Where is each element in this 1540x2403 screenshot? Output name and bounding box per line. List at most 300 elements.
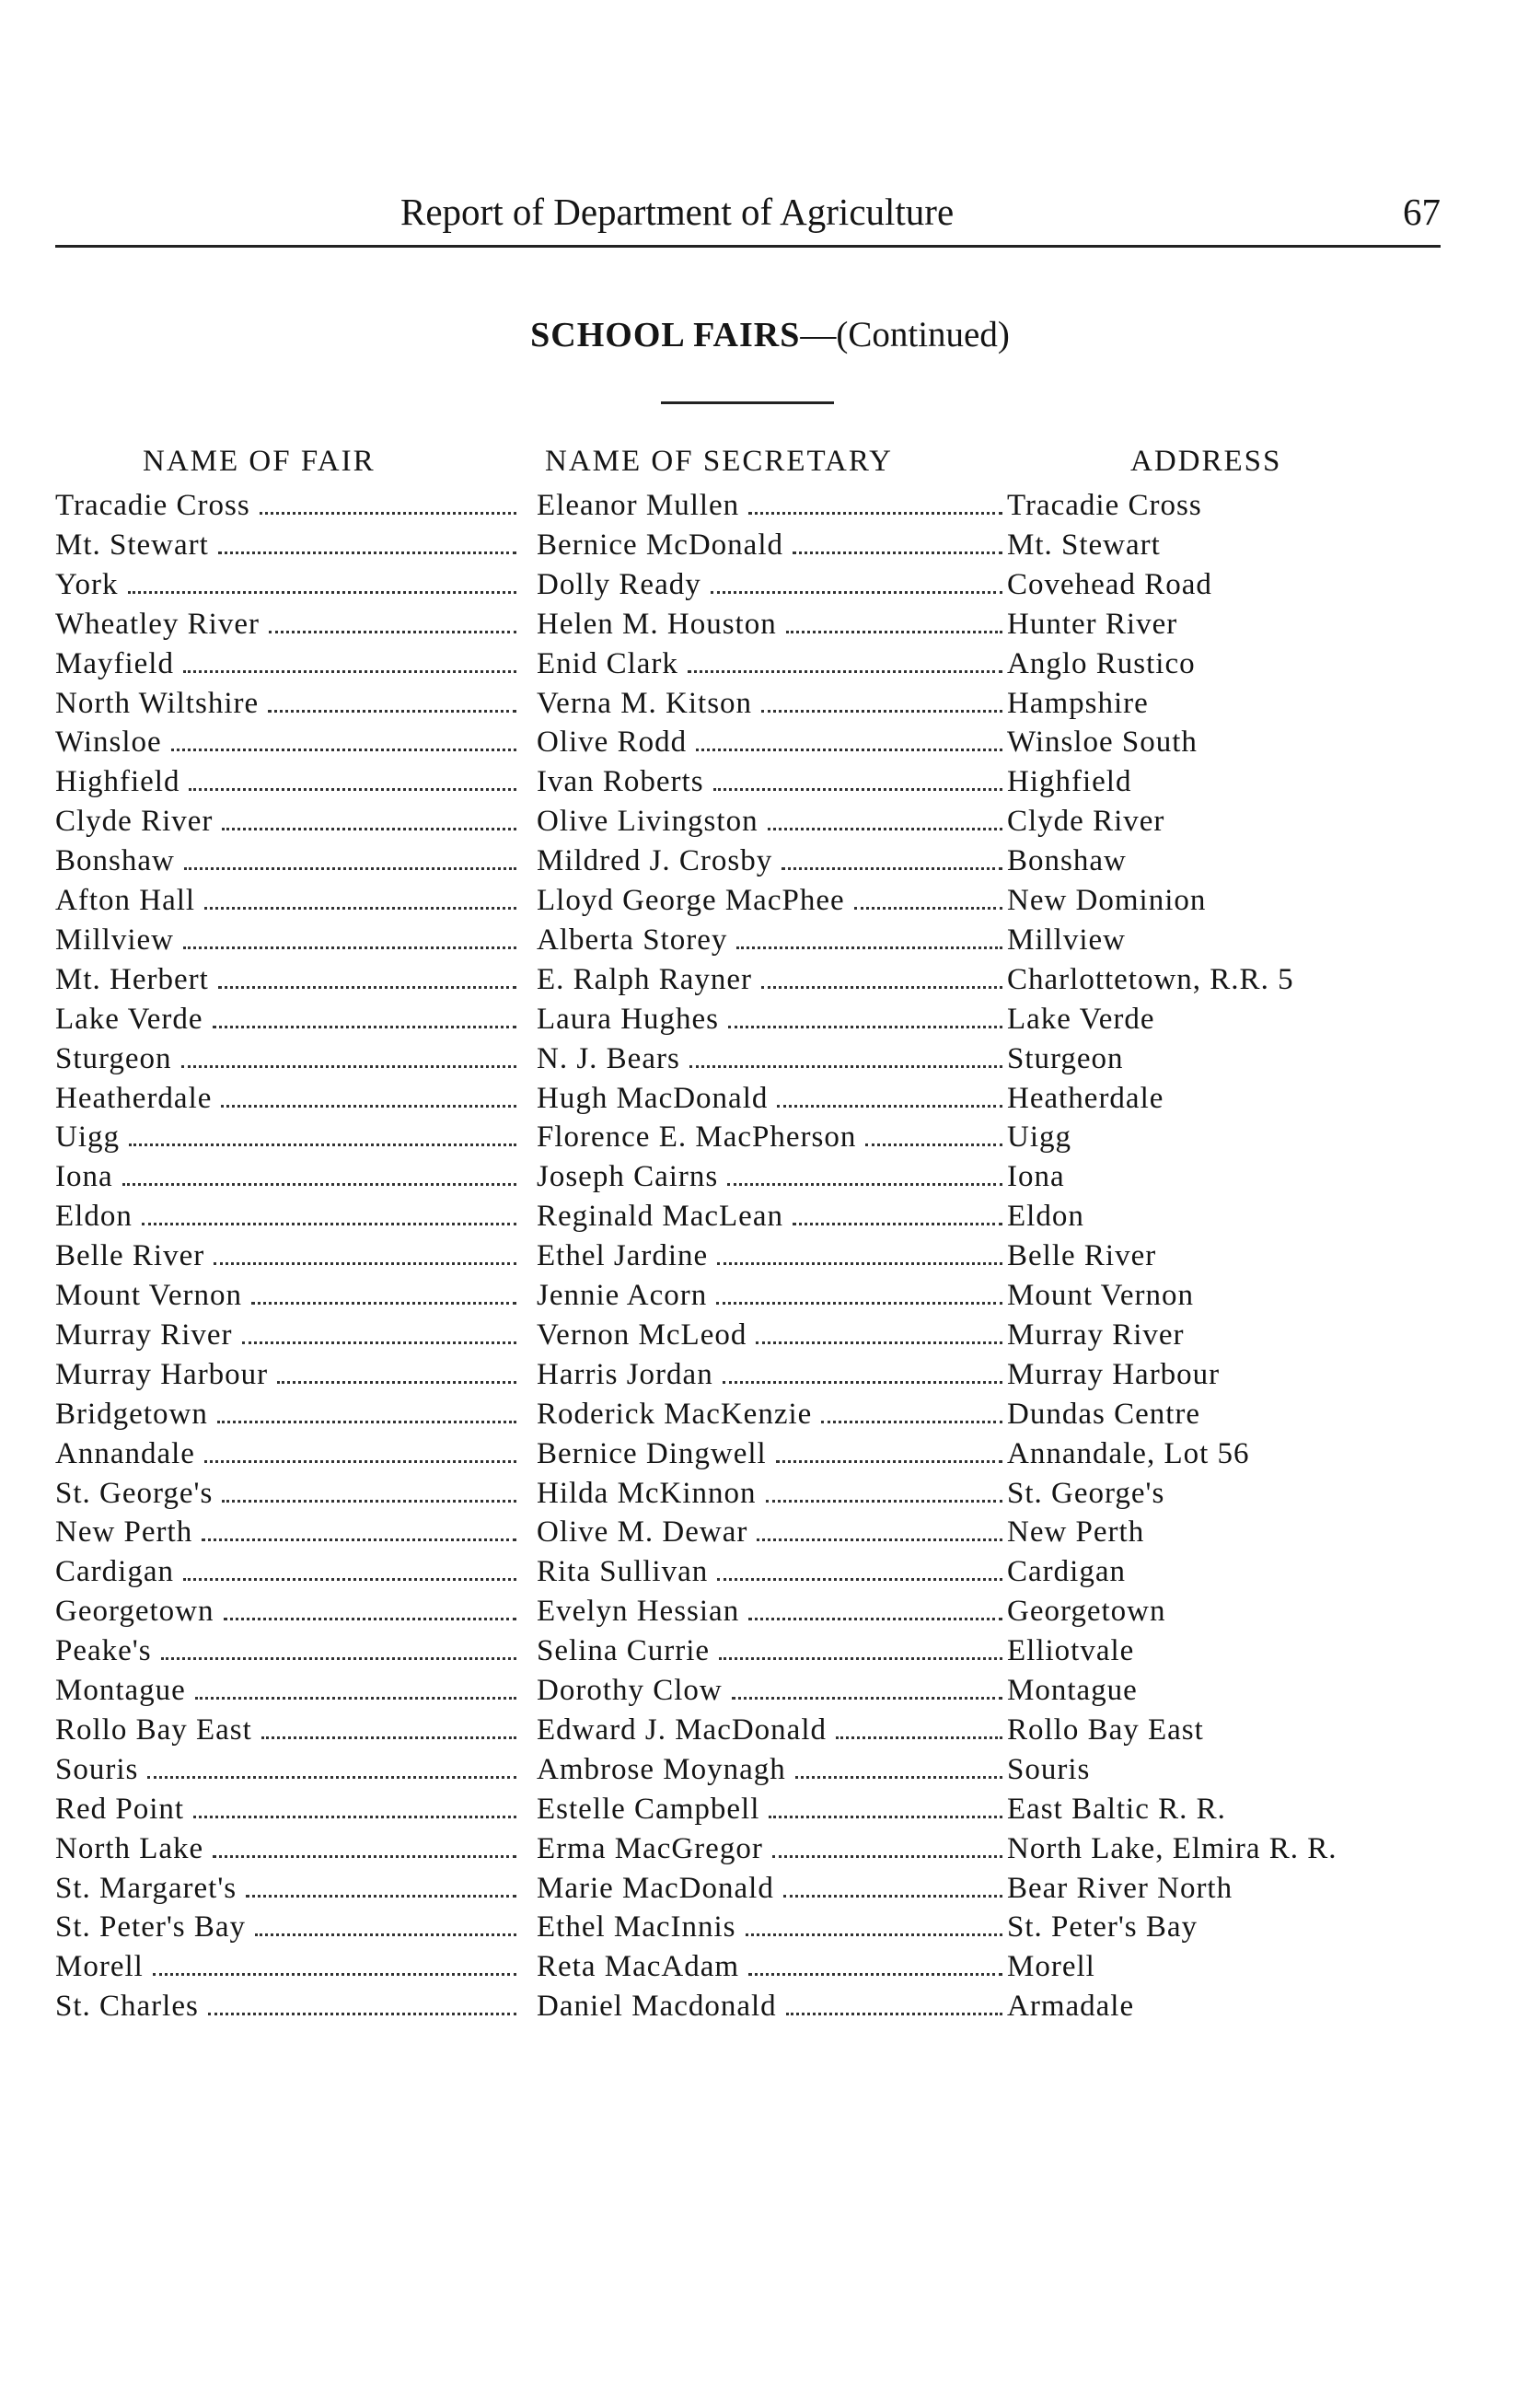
address-text: Armadale	[1007, 1990, 1135, 2024]
secretary-text: Daniel Macdonald	[537, 1990, 777, 2024]
cell-secretary	[537, 605, 1006, 644]
dot-leader	[761, 960, 1002, 989]
cell-secretary	[537, 1987, 1006, 2026]
cell-fair	[55, 1236, 520, 1276]
dot-leader	[717, 1552, 1002, 1581]
address-text: Highfield	[1007, 765, 1132, 799]
fair-text: Mount Vernon	[55, 1279, 242, 1312]
cell-secretary	[537, 1671, 1006, 1711]
cell-address	[1007, 1592, 1486, 1631]
cell-secretary	[537, 1947, 1006, 1987]
running-title: Report of Department of Agriculture	[400, 191, 955, 233]
cell-secretary	[537, 486, 1006, 526]
cell-secretary	[537, 1118, 1006, 1157]
cell-address	[1007, 1631, 1486, 1671]
fair-text: Belle River	[55, 1239, 205, 1273]
address-text: St. Peter's Bay	[1007, 1910, 1198, 1944]
secretary-text: Eleanor Mullen	[537, 489, 740, 522]
cell-address	[1007, 1395, 1486, 1434]
dot-leader	[181, 1039, 516, 1068]
table-row	[0, 1395, 1540, 1434]
cell-address	[1007, 605, 1486, 644]
fair-text: Peake's	[55, 1634, 152, 1668]
cell-secretary	[537, 1474, 1006, 1514]
dot-leader	[183, 644, 516, 673]
cell-fair	[55, 1552, 520, 1592]
table-row	[0, 1947, 1540, 1987]
dot-leader	[277, 1355, 516, 1384]
dot-leader	[795, 1750, 1002, 1779]
cell-secretary	[537, 1157, 1006, 1197]
dot-leader	[184, 842, 516, 870]
cell-fair	[55, 1434, 520, 1474]
secretary-text: Bernice Dingwell	[537, 1436, 767, 1470]
fair-text: Tracadie Cross	[55, 489, 250, 522]
cell-secretary	[537, 1790, 1006, 1829]
secretary-text: Florence E. MacPherson	[537, 1120, 857, 1155]
address-text: Murray River	[1007, 1318, 1185, 1352]
secretary-text: Olive Livingston	[537, 805, 758, 839]
cell-secretary	[537, 960, 1006, 1000]
cell-fair	[55, 1790, 520, 1829]
cell-secretary	[537, 1197, 1006, 1236]
cell-fair	[55, 1474, 520, 1514]
dot-leader	[142, 1197, 516, 1225]
cell-secretary	[537, 1750, 1006, 1790]
cell-secretary	[537, 1000, 1006, 1039]
dot-leader	[193, 1790, 516, 1818]
cell-secretary	[537, 881, 1006, 921]
address-text: Tracadie Cross	[1007, 489, 1202, 522]
cell-address	[1007, 1671, 1486, 1711]
secretary-text: Lloyd George MacPhee	[537, 884, 845, 917]
column-header-secretary: NAME OF SECRETARY	[545, 445, 893, 478]
dot-leader	[732, 1671, 1002, 1700]
dot-leader	[769, 1790, 1002, 1818]
cell-address	[1007, 1987, 1486, 2026]
dot-leader	[757, 1513, 1002, 1541]
cell-secretary	[537, 802, 1006, 842]
table-row	[0, 526, 1540, 565]
dot-leader	[783, 1869, 1002, 1898]
fair-text: Iona	[55, 1160, 113, 1194]
section-title-sub: —(Continued)	[800, 315, 1010, 354]
table-row	[0, 1434, 1540, 1474]
dot-leader	[161, 1631, 516, 1660]
address-text: Covehead Road	[1007, 567, 1212, 601]
table-row	[0, 1000, 1540, 1039]
table-row	[0, 1157, 1540, 1197]
fair-text: Cardigan	[55, 1555, 174, 1589]
cell-address	[1007, 1079, 1486, 1119]
cell-fair	[55, 605, 520, 644]
cell-fair	[55, 1671, 520, 1711]
fair-text: Wheatley River	[55, 607, 260, 641]
cell-address	[1007, 921, 1486, 960]
secretary-text: Evelyn Hessian	[537, 1595, 740, 1629]
cell-secretary	[537, 921, 1006, 960]
address-text: Heatherdale	[1007, 1081, 1164, 1115]
dot-leader	[214, 1236, 516, 1265]
table-row	[0, 1474, 1540, 1514]
cell-fair	[55, 960, 520, 1000]
dot-leader	[821, 1395, 1002, 1423]
table-row	[0, 1829, 1540, 1869]
address-text: Bonshaw	[1007, 844, 1127, 878]
cell-address	[1007, 1236, 1486, 1276]
dot-leader	[218, 526, 516, 554]
cell-address	[1007, 1790, 1486, 1829]
cell-address	[1007, 1039, 1486, 1079]
dot-leader	[171, 723, 516, 751]
secretary-text: Selina Currie	[537, 1634, 711, 1668]
dot-leader	[786, 605, 1002, 633]
fair-text: Georgetown	[55, 1595, 214, 1629]
address-text: Dundas Centre	[1007, 1397, 1201, 1431]
section-rule	[661, 401, 834, 404]
cell-address	[1007, 565, 1486, 605]
address-text: Cardigan	[1007, 1555, 1126, 1589]
dot-leader	[865, 1118, 1002, 1146]
address-text: Hampshire	[1007, 686, 1149, 720]
cell-fair	[55, 1157, 520, 1197]
secretary-text: Dorothy Clow	[537, 1674, 723, 1707]
cell-fair	[55, 881, 520, 921]
secretary-text: Helen M. Houston	[537, 607, 777, 641]
fair-text: Montague	[55, 1674, 186, 1707]
cell-fair	[55, 1750, 520, 1790]
secretary-text: Vernon McLeod	[537, 1318, 747, 1352]
secretary-text: Reginald MacLean	[537, 1200, 783, 1234]
fair-text: Souris	[55, 1752, 139, 1786]
dot-leader	[213, 1000, 516, 1028]
table-row	[0, 1711, 1540, 1750]
cell-address	[1007, 1474, 1486, 1514]
secretary-text: Mildred J. Crosby	[537, 844, 773, 878]
cell-secretary	[537, 1711, 1006, 1750]
cell-address	[1007, 1197, 1486, 1236]
column-header-fair: NAME OF FAIR	[143, 445, 376, 478]
cell-address	[1007, 684, 1486, 724]
dot-leader	[717, 1236, 1002, 1265]
secretary-text: Ethel MacInnis	[537, 1910, 736, 1944]
secretary-text: Hugh MacDonald	[537, 1081, 769, 1115]
secretary-text: Estelle Campbell	[537, 1792, 760, 1826]
secretary-text: Laura Hughes	[537, 1002, 720, 1036]
cell-address	[1007, 1552, 1486, 1592]
cell-address	[1007, 486, 1486, 526]
secretary-text: Olive M. Dewar	[537, 1515, 748, 1550]
dot-leader	[129, 1118, 516, 1146]
dot-leader	[793, 1197, 1002, 1225]
cell-address	[1007, 762, 1486, 802]
cell-secretary	[537, 1829, 1006, 1869]
dot-leader	[793, 526, 1002, 554]
address-text: Winsloe South	[1007, 726, 1198, 760]
cell-fair	[55, 762, 520, 802]
cell-fair	[55, 802, 520, 842]
address-text: Morell	[1007, 1950, 1095, 1984]
dot-leader	[202, 1513, 516, 1541]
table-row	[0, 1079, 1540, 1119]
cell-secretary	[537, 1079, 1006, 1119]
cell-fair	[55, 1118, 520, 1157]
cell-fair	[55, 486, 520, 526]
secretary-text: Dolly Ready	[537, 567, 701, 601]
cell-address	[1007, 1316, 1486, 1355]
section-title-main: SCHOOL FAIRS	[530, 316, 801, 354]
cell-secretary	[537, 1869, 1006, 1909]
table-row	[0, 1552, 1540, 1592]
secretary-text: Verna M. Kitson	[537, 686, 753, 720]
dot-leader	[768, 802, 1002, 830]
address-text: Annandale, Lot 56	[1007, 1436, 1250, 1470]
address-text: Clyde River	[1007, 805, 1165, 839]
table-row	[0, 1908, 1540, 1947]
dot-leader	[208, 1987, 516, 2015]
address-text: Lake Verde	[1007, 1002, 1155, 1036]
running-header	[55, 184, 1441, 249]
fair-text: Uigg	[55, 1120, 120, 1155]
fair-text: North Wiltshire	[55, 686, 260, 720]
secretary-text: N. J. Bears	[537, 1041, 680, 1075]
address-text: Hunter River	[1007, 607, 1178, 641]
fair-text: North Lake	[55, 1831, 204, 1865]
address-text: Iona	[1007, 1160, 1065, 1194]
dot-leader	[716, 1276, 1002, 1305]
table-row	[0, 1631, 1540, 1671]
cell-address	[1007, 1750, 1486, 1790]
fair-text: Bridgetown	[55, 1397, 208, 1431]
dot-leader	[713, 762, 1002, 791]
secretary-text: Ambrose Moynagh	[537, 1752, 786, 1786]
dot-leader	[728, 1000, 1002, 1028]
dot-leader	[776, 1434, 1002, 1463]
cell-fair	[55, 684, 520, 724]
table-row	[0, 1513, 1540, 1552]
table-row	[0, 1276, 1540, 1316]
cell-address	[1007, 1711, 1486, 1750]
fair-text: Mt. Stewart	[55, 528, 209, 562]
dot-leader	[748, 486, 1002, 515]
dot-leader	[696, 723, 1002, 751]
address-text: Belle River	[1007, 1239, 1157, 1273]
dot-leader	[221, 1079, 516, 1108]
table-row	[0, 1118, 1540, 1157]
secretary-text: Reta MacAdam	[537, 1950, 740, 1984]
page-number: 67	[1403, 191, 1441, 233]
cell-fair	[55, 921, 520, 960]
cell-secretary	[537, 1316, 1006, 1355]
secretary-text: Bernice McDonald	[537, 528, 783, 562]
fair-text: Morell	[55, 1950, 144, 1984]
dot-leader	[195, 1671, 516, 1700]
dot-leader	[777, 1079, 1002, 1108]
fair-text: Annandale	[55, 1436, 195, 1470]
cell-secretary	[537, 1631, 1006, 1671]
table-row	[0, 723, 1540, 762]
cell-address	[1007, 802, 1486, 842]
cell-address	[1007, 1908, 1486, 1947]
cell-fair	[55, 1079, 520, 1119]
address-text: St. George's	[1007, 1476, 1165, 1510]
address-text: Uigg	[1007, 1120, 1071, 1155]
secretary-text: Enid Clark	[537, 646, 678, 680]
cell-fair	[55, 644, 520, 684]
address-text: Eldon	[1007, 1200, 1084, 1234]
table-row	[0, 921, 1540, 960]
table-row	[0, 605, 1540, 644]
cell-secretary	[537, 1395, 1006, 1434]
cell-secretary	[537, 1513, 1006, 1552]
dot-leader	[786, 1987, 1002, 2015]
cell-fair	[55, 1197, 520, 1236]
cell-secretary	[537, 1355, 1006, 1395]
cell-address	[1007, 1513, 1486, 1552]
fair-text: Murray River	[55, 1318, 233, 1352]
cell-fair	[55, 1631, 520, 1671]
cell-secretary	[537, 762, 1006, 802]
cell-fair	[55, 1987, 520, 2026]
dot-leader	[766, 1474, 1002, 1503]
dot-leader	[183, 921, 516, 949]
dot-leader	[268, 684, 516, 713]
dot-leader	[255, 1908, 516, 1936]
fair-text: Mt. Herbert	[55, 962, 209, 996]
cell-secretary	[537, 723, 1006, 762]
cell-secretary	[537, 1552, 1006, 1592]
cell-secretary	[537, 1592, 1006, 1631]
cell-fair	[55, 842, 520, 881]
cell-address	[1007, 1829, 1486, 1869]
dot-leader	[261, 1711, 516, 1739]
table-row	[0, 1790, 1540, 1829]
cell-fair	[55, 1908, 520, 1947]
cell-secretary	[537, 1434, 1006, 1474]
fair-text: Afton Hall	[55, 884, 196, 917]
secretary-text: Ethel Jardine	[537, 1239, 709, 1273]
address-text: Montague	[1007, 1674, 1138, 1707]
address-text: Mount Vernon	[1007, 1279, 1194, 1312]
fair-text: Red Point	[55, 1792, 185, 1826]
dot-leader	[748, 1947, 1002, 1976]
cell-address	[1007, 960, 1486, 1000]
fair-text: Winsloe	[55, 726, 162, 760]
address-text: Rollo Bay East	[1007, 1712, 1204, 1747]
dot-leader	[836, 1711, 1002, 1739]
dot-leader	[218, 960, 516, 989]
dot-leader	[204, 881, 516, 910]
table-row	[0, 842, 1540, 881]
address-text: New Dominion	[1007, 884, 1207, 917]
cell-secretary	[537, 1276, 1006, 1316]
cell-fair	[55, 1039, 520, 1079]
cell-fair	[55, 1395, 520, 1434]
dot-leader	[723, 1355, 1002, 1384]
table-row	[0, 1869, 1540, 1909]
cell-fair	[55, 1947, 520, 1987]
dot-leader	[772, 1829, 1002, 1858]
cell-address	[1007, 1947, 1486, 1987]
cell-secretary	[537, 565, 1006, 605]
cell-address	[1007, 881, 1486, 921]
cell-address	[1007, 723, 1486, 762]
address-text: Murray Harbour	[1007, 1357, 1221, 1391]
dot-leader	[224, 1592, 516, 1620]
address-text: North Lake, Elmira R. R.	[1007, 1831, 1337, 1865]
header-rule	[55, 245, 1441, 248]
address-text: Bear River North	[1007, 1871, 1233, 1905]
fair-text: New Perth	[55, 1515, 193, 1550]
table-row	[0, 486, 1540, 526]
table-row	[0, 644, 1540, 684]
fair-text: St. George's	[55, 1476, 214, 1510]
secretary-text: Ivan Roberts	[537, 765, 704, 799]
address-text: Charlottetown, R.R. 5	[1007, 962, 1294, 996]
dot-leader	[688, 644, 1002, 673]
cell-fair	[55, 1869, 520, 1909]
cell-secretary	[537, 1908, 1006, 1947]
table-row	[0, 960, 1540, 1000]
dot-leader	[761, 684, 1002, 713]
dot-leader	[854, 881, 1002, 910]
cell-fair	[55, 1829, 520, 1869]
cell-address	[1007, 842, 1486, 881]
cell-address	[1007, 644, 1486, 684]
section-title	[0, 308, 1540, 361]
fair-text: Murray Harbour	[55, 1357, 269, 1391]
dot-leader	[153, 1947, 516, 1976]
fair-text: St. Margaret's	[55, 1871, 237, 1905]
fair-text: Heatherdale	[55, 1081, 213, 1115]
secretary-text: Olive Rodd	[537, 726, 688, 760]
cell-address	[1007, 1000, 1486, 1039]
cell-address	[1007, 1118, 1486, 1157]
secretary-text: Roderick MacKenzie	[537, 1397, 813, 1431]
cell-fair	[55, 723, 520, 762]
secretary-text: Jennie Acorn	[537, 1279, 708, 1312]
secretary-text: Rita Sullivan	[537, 1555, 709, 1589]
cell-fair	[55, 526, 520, 565]
table-row	[0, 881, 1540, 921]
address-text: Millview	[1007, 923, 1126, 957]
cell-address	[1007, 1434, 1486, 1474]
dot-leader	[727, 1157, 1002, 1186]
table-row	[0, 1316, 1540, 1355]
table-row	[0, 1592, 1540, 1631]
fair-text: St. Peter's Bay	[55, 1910, 247, 1944]
dot-leader	[213, 1829, 516, 1858]
table-row	[0, 1671, 1540, 1711]
table-row	[0, 1236, 1540, 1276]
fair-text: Mayfield	[55, 646, 174, 680]
dot-leader	[204, 1434, 516, 1463]
table-row	[0, 802, 1540, 842]
cell-address	[1007, 526, 1486, 565]
cell-address	[1007, 1276, 1486, 1316]
secretary-text: Edward J. MacDonald	[537, 1712, 828, 1747]
address-text: Elliotvale	[1007, 1634, 1135, 1668]
cell-fair	[55, 1000, 520, 1039]
cell-fair	[55, 1316, 520, 1355]
dot-leader	[782, 842, 1002, 870]
secretary-text: Joseph Cairns	[537, 1160, 719, 1194]
address-text: New Perth	[1007, 1515, 1145, 1550]
table-row	[0, 1355, 1540, 1395]
address-text: East Baltic R. R.	[1007, 1792, 1226, 1826]
address-text: Sturgeon	[1007, 1041, 1124, 1075]
dot-leader	[147, 1750, 516, 1779]
